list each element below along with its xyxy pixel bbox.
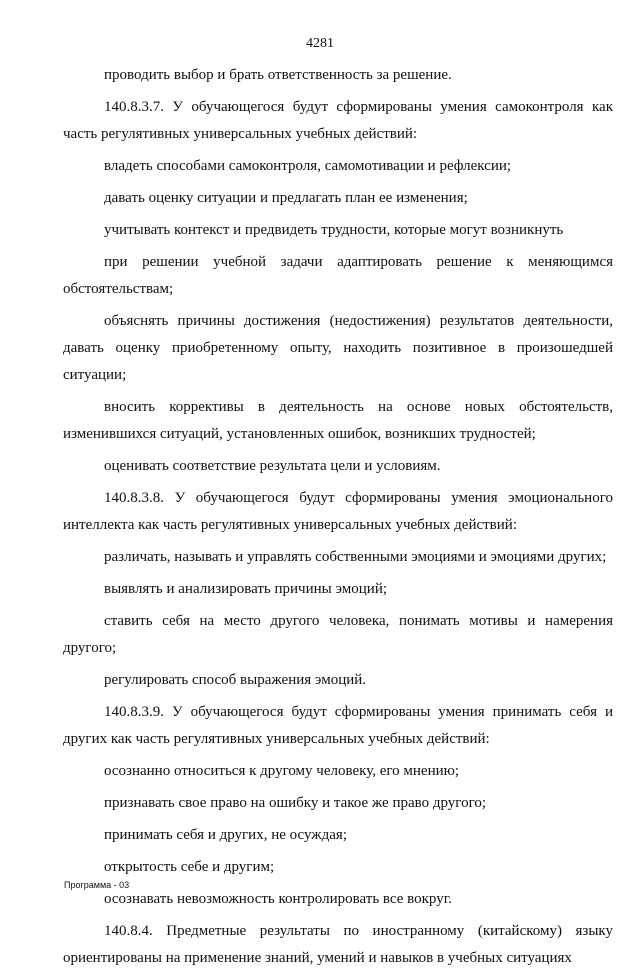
section-140-8-3-7: 140.8.3.7. У обучающегося будут сформированы умения самоконтроля как часть регулятивных универсальных учебных действий: [63,99,613,142]
list-item: принимать себя и других, не осуждая; [104,827,348,843]
list-item: оценивать соответствие результата цели и условиям. [104,458,441,474]
list-item: осознанно относиться к другому человеку, его мнению; [104,763,460,779]
list-item: при решении учебной задачи адаптировать решение к меняющимся обстоятельствам; [63,254,613,297]
list-item: открытость себе и другим; [104,859,275,875]
paragraph: проводить выбор и брать ответственность за решение. [104,67,452,83]
list-item: вносить коррективы в деятельность на основе новых обстоятельств, изменившихся ситуаций, установленных ошибок, возникших трудностей; [63,399,613,442]
list-item: владеть способами самоконтроля, самомотивации и рефлексии; [104,158,512,174]
list-item: ставить себя на место другого человека, понимать мотивы и намерения другого; [63,613,613,656]
section-140-8-3-9: 140.8.3.9. У обучающегося будут сформированы умения принимать себя и других как часть регулятивных универсальных учебных действий: [63,704,613,747]
list-item: признавать свое право на ошибку и такое же право другого; [104,795,487,811]
list-item: объяснять причины достижения (недостижения) результатов деятельности, давать оценку приобретенному опыту, находить позитивное в произошедшей ситуации; [63,313,613,383]
section-140-8-3-8: 140.8.3.8. У обучающегося будут сформированы умения эмоционального интеллекта как часть регулятивных универсальных учебных действий: [63,490,613,533]
footer-label: Программа - 03 [64,880,130,890]
list-item: давать оценку ситуации и предлагать план ее изменения; [104,190,468,206]
page-number: 4281 [306,36,334,51]
list-item: осознавать невозможность контролировать все вокруг. [104,891,452,907]
list-item: регулировать способ выражения эмоций. [104,672,367,688]
list-item: выявлять и анализировать причины эмоций; [104,581,388,597]
list-item: учитывать контекст и предвидеть трудности, которые могут возникнуть [104,222,564,238]
page-body [63,62,613,977]
section-140-8-4: 140.8.4. Предметные результаты по иностранному (китайскому) языку ориентированы на применение знаний, умений и навыков в учебных ситуациях [63,923,613,966]
list-item: различать, называть и управлять собственными эмоциями и эмоциями других; [104,549,607,565]
